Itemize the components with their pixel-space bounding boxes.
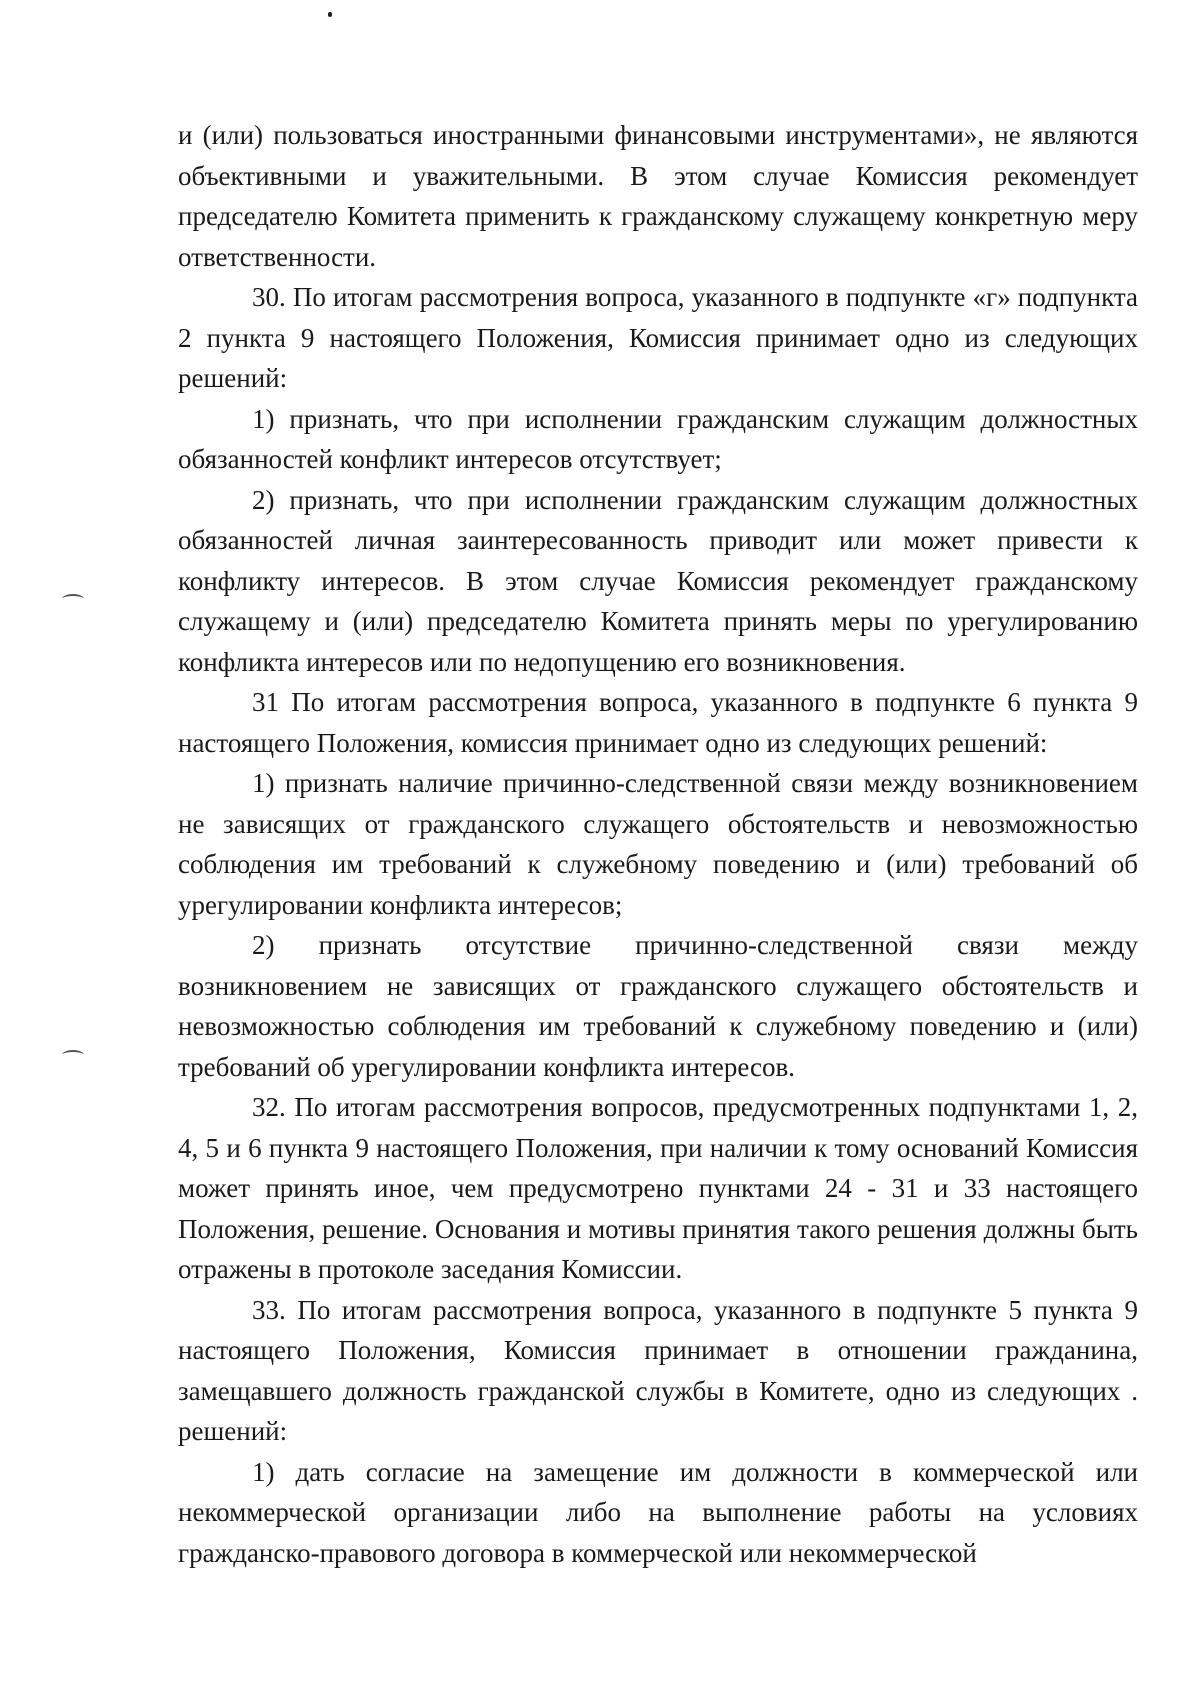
scan-artifact-mark — [62, 1050, 84, 1060]
paragraph-item-30-1: 1) признать, что при исполнении гражданским служащим должностных обязанностей конфликт интересов отсутствует; — [178, 403, 1138, 474]
paragraph-item-31: 31 По итогам рассмотрения вопроса, указанного в подпункте 6 пункта 9 настоящего Положения, комиссия принимает одно из следующих решений: — [178, 687, 1138, 758]
paragraph-item-33-1: 1) дать согласие на замещение им должности в коммерческой или некоммерческой организации либо на выполнение работы на условиях гражданско-правового договора в коммерческой или некоммерческой — [178, 1456, 1138, 1568]
scan-artifact-dot — [328, 12, 332, 17]
paragraph-item-33: 33. По итогам рассмотрения вопроса, указанного в подпункте 5 пункта 9 настоящего Положения, Комиссия принимает в отношении гражданина, замещавшего должность гражданской службы в Комитете, одно из следующих . решений: — [178, 1294, 1138, 1446]
paragraph-item-31-1: 1) признать наличие причинно-следственной связи между возникновением не зависящих от гражданского служащего обстоятельств и невозможностью соблюдения им требований к служебному поведению и (или) требований об урегулировании конфликта интересов; — [178, 768, 1138, 920]
scan-artifact-mark — [62, 594, 84, 604]
paragraph-item-30-2: 2) признать, что при исполнении гражданским служащим должностных обязанностей личная заинтересованность приводит или может привести к конфликту интересов. В этом случае Комиссия рекомендует гражданскому служащему и (или) председателю Комитета принять меры по урегулированию конфликта интересов или по недопущению его возникновения. — [178, 484, 1138, 677]
paragraph-item-31-2: 2) признать отсутствие причинно-следственной связи между возникновением не зависящих от гражданского служащего обстоятельств и невозможностью соблюдения им требований к служебному поведению и (или) требований об урегулировании конфликта интересов. — [178, 930, 1138, 1082]
document-body — [178, 115, 1138, 1573]
paragraph-item-32: 32. По итогам рассмотрения вопросов, предусмотренных подпунктами 1, 2, 4, 5 и 6 пункта 9 настоящего Положения, при наличии к тому оснований Комиссия может принять иное, чем предусмотрено пунктами 24 - 31 и 33 настоящего Положения, решение. Основания и мотивы принятия такого решения должны быть отражены в протоколе заседания Комиссии. — [178, 1092, 1138, 1284]
paragraph-item-30: 30. По итогам рассмотрения вопроса, указанного в подпункте «г» подпункта 2 пункта 9 настоящего Положения, Комиссия принимает одно из следующих решений: — [178, 282, 1138, 393]
paragraph-continuation: и (или) пользоваться иностранными финансовыми инструментами», не являются объективными и уважительными. В этом случае Комиссия рекомендует председателю Комитета применить к гражданскому служащему конкретную меру ответственности. — [178, 120, 1138, 272]
